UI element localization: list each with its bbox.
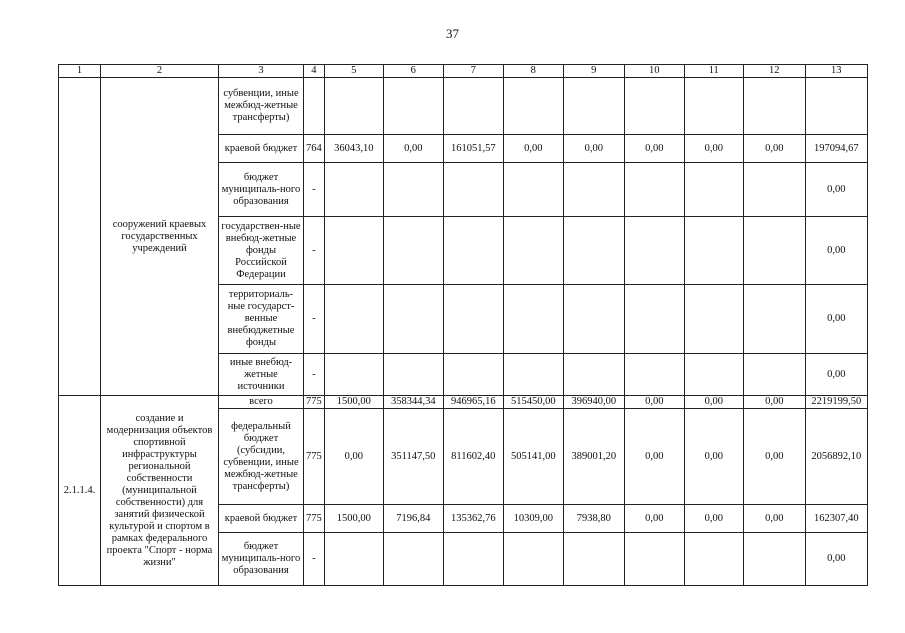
year-value-cell: 946965,16 bbox=[443, 396, 503, 409]
budget-code-cell: - bbox=[304, 285, 325, 354]
column-header: 13 bbox=[805, 65, 867, 78]
budget-code-cell bbox=[304, 78, 325, 135]
column-header: 4 bbox=[304, 65, 325, 78]
budget-code-cell: - bbox=[304, 533, 325, 586]
funding-source-cell: всего bbox=[219, 396, 304, 409]
item-name-cell: создание и модернизация объектов спортивной инфраструктуры региональной собственности (муниципальной собственности) для занятий физической культурой и спортом в рамках федерального проекта "Спорт - норма жизни" bbox=[101, 396, 219, 586]
year-value-cell bbox=[743, 163, 805, 217]
year-value-cell: 7196,84 bbox=[383, 505, 443, 533]
year-value-cell: 0,00 bbox=[743, 409, 805, 505]
year-value-cell bbox=[503, 163, 563, 217]
year-value-cell bbox=[443, 354, 503, 396]
year-value-cell bbox=[684, 163, 743, 217]
year-value-cell bbox=[324, 533, 383, 586]
item-name-cell: сооружений краевых государственных учреждений bbox=[101, 78, 219, 396]
header-row bbox=[59, 65, 868, 78]
year-value-cell bbox=[503, 78, 563, 135]
year-value-cell: 1500,00 bbox=[324, 505, 383, 533]
funding-source-cell: субвенции, иные межбюд-жетные трансферты) bbox=[219, 78, 304, 135]
year-value-cell bbox=[743, 78, 805, 135]
year-value-cell bbox=[684, 285, 743, 354]
total-cell: 162307,40 bbox=[805, 505, 867, 533]
year-value-cell: 396940,00 bbox=[563, 396, 624, 409]
year-value-cell: 505141,00 bbox=[503, 409, 563, 505]
total-cell: 197094,67 bbox=[805, 135, 867, 163]
column-header: 9 bbox=[563, 65, 624, 78]
funding-source-cell: территориаль-ные государст-венные внебюджетные фонды bbox=[219, 285, 304, 354]
year-value-cell: 1500,00 bbox=[324, 396, 383, 409]
year-value-cell: 0,00 bbox=[743, 505, 805, 533]
year-value-cell: 135362,76 bbox=[443, 505, 503, 533]
column-header: 7 bbox=[443, 65, 503, 78]
total-cell: 0,00 bbox=[805, 285, 867, 354]
funding-source-cell: краевой бюджет bbox=[219, 135, 304, 163]
year-value-cell: 0,00 bbox=[324, 409, 383, 505]
year-value-cell: 0,00 bbox=[563, 135, 624, 163]
table-row bbox=[59, 78, 868, 135]
year-value-cell bbox=[324, 78, 383, 135]
funding-source-cell: государствен-ные внебюд-жетные фонды Российской Федерации bbox=[219, 217, 304, 285]
year-value-cell: 0,00 bbox=[684, 409, 743, 505]
year-value-cell bbox=[563, 285, 624, 354]
year-value-cell bbox=[743, 285, 805, 354]
year-value-cell: 161051,57 bbox=[443, 135, 503, 163]
year-value-cell: 0,00 bbox=[684, 135, 743, 163]
year-value-cell: 7938,80 bbox=[563, 505, 624, 533]
year-value-cell: 351147,50 bbox=[383, 409, 443, 505]
column-header: 10 bbox=[624, 65, 684, 78]
year-value-cell bbox=[563, 163, 624, 217]
year-value-cell bbox=[443, 163, 503, 217]
column-header: 2 bbox=[101, 65, 219, 78]
year-value-cell bbox=[563, 78, 624, 135]
year-value-cell bbox=[743, 217, 805, 285]
column-header: 5 bbox=[324, 65, 383, 78]
year-value-cell: 0,00 bbox=[624, 505, 684, 533]
year-value-cell bbox=[383, 354, 443, 396]
year-value-cell bbox=[624, 354, 684, 396]
year-value-cell bbox=[563, 533, 624, 586]
year-value-cell bbox=[503, 217, 563, 285]
funding-source-cell: федеральный бюджет (субсидии, субвенции, иные межбюд-жетные трансферты) bbox=[219, 409, 304, 505]
year-value-cell: 10309,00 bbox=[503, 505, 563, 533]
funding-source-cell: бюджет муниципаль-ного образования bbox=[219, 533, 304, 586]
budget-code-cell: 764 bbox=[304, 135, 325, 163]
year-value-cell bbox=[503, 285, 563, 354]
year-value-cell: 0,00 bbox=[624, 135, 684, 163]
total-cell: 0,00 bbox=[805, 533, 867, 586]
budget-table bbox=[58, 64, 868, 586]
funding-source-cell: краевой бюджет bbox=[219, 505, 304, 533]
year-value-cell: 0,00 bbox=[503, 135, 563, 163]
year-value-cell: 515450,00 bbox=[503, 396, 563, 409]
year-value-cell bbox=[503, 533, 563, 586]
year-value-cell bbox=[324, 354, 383, 396]
budget-code-cell: - bbox=[304, 163, 325, 217]
funding-source-cell: иные внебюд-жетные источники bbox=[219, 354, 304, 396]
funding-source-cell: бюджет муниципаль-ного образования bbox=[219, 163, 304, 217]
total-cell bbox=[805, 78, 867, 135]
year-value-cell: 358344,34 bbox=[383, 396, 443, 409]
year-value-cell bbox=[684, 78, 743, 135]
table-body bbox=[59, 65, 868, 586]
year-value-cell bbox=[743, 354, 805, 396]
column-header: 1 bbox=[59, 65, 101, 78]
year-value-cell bbox=[443, 217, 503, 285]
year-value-cell bbox=[624, 163, 684, 217]
year-value-cell bbox=[624, 217, 684, 285]
budget-code-cell: - bbox=[304, 217, 325, 285]
column-header: 8 bbox=[503, 65, 563, 78]
column-header: 6 bbox=[383, 65, 443, 78]
year-value-cell: 0,00 bbox=[624, 409, 684, 505]
budget-code-cell: 775 bbox=[304, 505, 325, 533]
page-number: 37 bbox=[446, 26, 459, 41]
total-cell: 2219199,50 bbox=[805, 396, 867, 409]
budget-code-cell: - bbox=[304, 354, 325, 396]
item-code-cell: 2.1.1.4. bbox=[59, 396, 101, 586]
year-value-cell: 0,00 bbox=[684, 505, 743, 533]
column-header: 3 bbox=[219, 65, 304, 78]
column-header: 12 bbox=[743, 65, 805, 78]
total-cell: 0,00 bbox=[805, 217, 867, 285]
year-value-cell bbox=[563, 354, 624, 396]
total-cell: 0,00 bbox=[805, 354, 867, 396]
year-value-cell bbox=[563, 217, 624, 285]
year-value-cell: 0,00 bbox=[743, 396, 805, 409]
total-cell: 0,00 bbox=[805, 163, 867, 217]
year-value-cell: 0,00 bbox=[624, 396, 684, 409]
budget-code-cell: 775 bbox=[304, 409, 325, 505]
year-value-cell bbox=[324, 163, 383, 217]
column-header: 11 bbox=[684, 65, 743, 78]
year-value-cell bbox=[443, 285, 503, 354]
year-value-cell: 0,00 bbox=[383, 135, 443, 163]
year-value-cell: 811602,40 bbox=[443, 409, 503, 505]
year-value-cell bbox=[684, 354, 743, 396]
year-value-cell bbox=[383, 533, 443, 586]
total-cell: 2056892,10 bbox=[805, 409, 867, 505]
year-value-cell bbox=[624, 533, 684, 586]
year-value-cell: 0,00 bbox=[743, 135, 805, 163]
year-value-cell bbox=[324, 217, 383, 285]
year-value-cell bbox=[684, 217, 743, 285]
year-value-cell: 36043,10 bbox=[324, 135, 383, 163]
budget-code-cell: 775 bbox=[304, 396, 325, 409]
year-value-cell bbox=[383, 78, 443, 135]
year-value-cell bbox=[684, 533, 743, 586]
year-value-cell bbox=[503, 354, 563, 396]
year-value-cell bbox=[743, 533, 805, 586]
year-value-cell bbox=[624, 285, 684, 354]
table-row bbox=[59, 396, 868, 409]
year-value-cell: 389001,20 bbox=[563, 409, 624, 505]
year-value-cell bbox=[324, 285, 383, 354]
year-value-cell bbox=[443, 533, 503, 586]
year-value-cell bbox=[383, 285, 443, 354]
year-value-cell bbox=[383, 217, 443, 285]
year-value-cell bbox=[443, 78, 503, 135]
year-value-cell bbox=[624, 78, 684, 135]
year-value-cell: 0,00 bbox=[684, 396, 743, 409]
year-value-cell bbox=[383, 163, 443, 217]
item-code-cell bbox=[59, 78, 101, 396]
